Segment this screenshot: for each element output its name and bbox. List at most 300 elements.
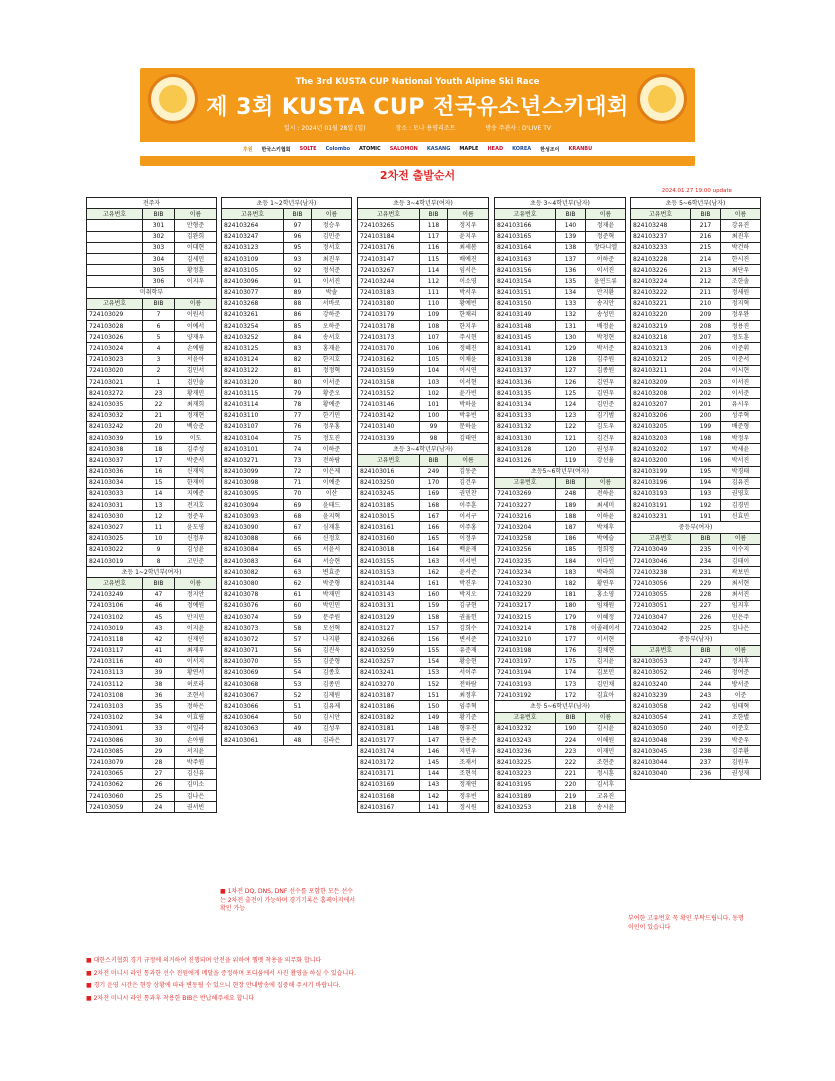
cell-id: 724103244 <box>358 276 420 287</box>
cell-id: 824103082 <box>222 567 284 578</box>
cell-name: 김도우 <box>586 421 626 432</box>
cell-id: 824103153 <box>358 567 420 578</box>
cell-name: 문하윤 <box>448 421 489 432</box>
cell-bib: 122 <box>556 421 586 432</box>
table-row <box>222 511 352 522</box>
cell-id: 824103270 <box>358 679 420 690</box>
cell-bib: 188 <box>556 511 586 522</box>
table-row <box>495 623 626 634</box>
cell-name: 김나은 <box>175 790 217 801</box>
table-row <box>495 567 626 578</box>
table-row <box>631 276 761 287</box>
section-header <box>495 198 626 209</box>
cell-name: 윤도영 <box>175 522 217 533</box>
cell-name: 김민솔 <box>175 377 217 388</box>
cell-name: 정도진 <box>312 432 352 443</box>
cell-bib: 7 <box>143 309 175 320</box>
cell-name: 민은주 <box>721 611 761 622</box>
update-timestamp: 2024.01.27 19:00 update <box>661 188 732 194</box>
table-row <box>495 432 626 443</box>
header-bib: BIB <box>556 209 586 220</box>
cell-bib: 153 <box>420 667 448 678</box>
table-row <box>495 533 626 544</box>
cell-bib: 189 <box>556 500 586 511</box>
cell-bib: 73 <box>284 455 312 466</box>
cell-id: 824103072 <box>222 634 284 645</box>
table-row <box>495 522 626 533</box>
table-row <box>222 611 352 622</box>
cell-bib: 136 <box>556 265 586 276</box>
cell-bib: 74 <box>284 444 312 455</box>
table-row <box>358 522 489 533</box>
cell-name: 이준 <box>721 690 761 701</box>
cell-bib: 301 <box>143 220 175 231</box>
cell-bib: 72 <box>284 466 312 477</box>
cell-bib: 197 <box>691 444 721 455</box>
section-header <box>631 634 761 645</box>
table-header-row <box>631 645 761 656</box>
cell-id: 824103254 <box>222 321 284 332</box>
table-row <box>87 757 217 768</box>
table-header-row <box>222 209 352 220</box>
cell-id: 824103233 <box>631 242 691 253</box>
page-title: 2차전 출발순서 <box>379 169 456 182</box>
table-row <box>358 432 489 443</box>
cell-id: 824103218 <box>631 332 691 343</box>
cell-bib: 186 <box>556 533 586 544</box>
cell-id: 824103071 <box>222 645 284 656</box>
cell-id <box>87 231 143 242</box>
cell-bib: 41 <box>143 645 175 656</box>
cell-name: 서승현 <box>312 556 352 567</box>
cell-name: 김민채 <box>586 679 626 690</box>
cell-bib: 101 <box>420 399 448 410</box>
cell-id: 824103219 <box>631 321 691 332</box>
cell-bib: 82 <box>284 354 312 365</box>
cell-bib: 156 <box>420 634 448 645</box>
table-row <box>358 220 489 231</box>
cell-id: 824103093 <box>222 511 284 522</box>
table-row <box>358 343 489 354</box>
cell-id <box>87 242 143 253</box>
cell-id: 824103182 <box>358 712 420 723</box>
cell-id: 824103125 <box>222 343 284 354</box>
cell-id: 824103061 <box>222 735 284 746</box>
table-row <box>631 500 761 511</box>
cell-bib: 14 <box>143 488 175 499</box>
table-row <box>222 522 352 533</box>
cell-name: 최서현 <box>721 578 761 589</box>
cell-name: 황예준 <box>312 399 352 410</box>
table-row <box>495 746 626 757</box>
cell-bib: 207 <box>691 332 721 343</box>
cell-bib: 52 <box>284 690 312 701</box>
cell-bib: 143 <box>420 779 448 790</box>
header-name: 이름 <box>175 298 217 309</box>
cell-bib: 305 <box>143 265 175 276</box>
cell-id: 824103141 <box>495 343 556 354</box>
cell-bib: 162 <box>420 567 448 578</box>
cell-name: 변효준 <box>312 567 352 578</box>
table-row <box>358 298 489 309</box>
cell-id: 724103139 <box>358 432 420 443</box>
section-header <box>87 287 217 298</box>
cell-name: 한지호 <box>312 354 352 365</box>
cell-bib: 224 <box>556 735 586 746</box>
cell-id: 824103144 <box>358 578 420 589</box>
cell-bib: 56 <box>284 645 312 656</box>
cell-id: 724103091 <box>87 723 143 734</box>
cell-name: 김민서 <box>175 365 217 376</box>
cell-bib: 204 <box>691 365 721 376</box>
cell-id: 724103269 <box>495 488 556 499</box>
cell-name: 권율헌 <box>448 611 489 622</box>
cell-bib: 5 <box>143 332 175 343</box>
table-row <box>87 432 217 443</box>
table-row <box>222 466 352 477</box>
cell-id: 724103106 <box>87 600 143 611</box>
table-row <box>631 768 761 779</box>
cell-id: 824103271 <box>222 455 284 466</box>
table-row <box>222 667 352 678</box>
cell-bib: 59 <box>284 611 312 622</box>
table-row <box>87 746 217 757</box>
table-row <box>358 477 489 488</box>
cell-id: 824103034 <box>87 477 143 488</box>
cell-id: 824103167 <box>358 802 420 813</box>
cell-id: 824103185 <box>358 500 420 511</box>
cell-bib: 130 <box>556 332 586 343</box>
cell-id: 824103200 <box>631 455 691 466</box>
cell-id: 824103066 <box>222 701 284 712</box>
section-title: 초등5~6학년부(여자) <box>495 466 626 477</box>
table-row <box>358 377 489 388</box>
section-header <box>631 198 761 209</box>
cell-bib: 198 <box>691 432 721 443</box>
cell-name: 이시현 <box>721 365 761 376</box>
cell-name: 박정우 <box>721 432 761 443</box>
cell-id: 824103122 <box>222 365 284 376</box>
cell-id: 824103039 <box>87 432 143 443</box>
table-row <box>358 410 489 421</box>
table-row <box>358 287 489 298</box>
cell-id: 824103099 <box>222 466 284 477</box>
cell-id: 724103210 <box>495 634 556 645</box>
section-header <box>358 444 489 455</box>
table-row <box>495 298 626 309</box>
cell-bib: 119 <box>556 455 586 466</box>
cell-id: 824103016 <box>358 466 420 477</box>
table-row <box>495 421 626 432</box>
cell-id: 824103248 <box>631 220 691 231</box>
cell-name: 한채리 <box>448 309 489 320</box>
cell-name: 정우완 <box>721 309 761 320</box>
cell-bib: 35 <box>143 701 175 712</box>
cell-id: 724103235 <box>495 556 556 567</box>
cell-bib: 112 <box>420 276 448 287</box>
table-row <box>87 589 217 600</box>
cell-id: 724103170 <box>358 343 420 354</box>
header-bib: BIB <box>420 209 448 220</box>
cell-bib: 166 <box>420 522 448 533</box>
cell-bib: 185 <box>556 544 586 555</box>
cell-id: 824103186 <box>358 701 420 712</box>
cell-bib: 62 <box>284 578 312 589</box>
table-row <box>358 309 489 320</box>
cell-name: 김미소 <box>175 779 217 790</box>
cell-bib: 79 <box>284 388 312 399</box>
cell-bib: 64 <box>284 556 312 567</box>
cell-name: 한시진 <box>721 253 761 264</box>
cell-id: 824103252 <box>222 332 284 343</box>
cell-id: 824103143 <box>358 589 420 600</box>
table-row <box>495 455 626 466</box>
header-bib: BIB <box>143 578 175 589</box>
cell-id: 824103161 <box>358 522 420 533</box>
cell-bib: 231 <box>691 567 721 578</box>
cell-bib: 30 <box>143 735 175 746</box>
table-row <box>631 578 761 589</box>
table-row <box>222 399 352 410</box>
table-row <box>631 511 761 522</box>
cell-id: 824103196 <box>631 477 691 488</box>
cell-bib: 27 <box>143 768 175 779</box>
cell-bib: 40 <box>143 656 175 667</box>
cell-bib: 201 <box>691 399 721 410</box>
cell-id: 824103115 <box>222 388 284 399</box>
cell-name: 문주원 <box>312 611 352 622</box>
table-row <box>87 544 217 555</box>
table-row <box>222 690 352 701</box>
cell-bib: 1 <box>143 377 175 388</box>
cell-bib: 181 <box>556 589 586 600</box>
cell-bib: 176 <box>556 645 586 656</box>
footnote-item: ■ 2차전 미니시 라인 통과후 착용한 BIB은 반납해주세요 합니다 <box>86 993 356 1006</box>
cell-id: 824103133 <box>495 410 556 421</box>
cell-id: 824103048 <box>631 735 691 746</box>
header-bib: BIB <box>143 209 175 220</box>
cell-name: 조현준 <box>586 757 626 768</box>
cell-name: 김주환 <box>721 746 761 757</box>
cell-id: 824103015 <box>358 511 420 522</box>
cell-name: 김희수 <box>448 623 489 634</box>
table-row <box>222 432 352 443</box>
start-list-column <box>630 197 760 780</box>
cell-name: 서윤아 <box>175 354 217 365</box>
cell-name: 김제원 <box>312 690 352 701</box>
cell-bib: 75 <box>284 432 312 443</box>
cell-name: 김준형 <box>312 656 352 667</box>
table-row <box>87 611 217 622</box>
cell-name: 오하준 <box>312 321 352 332</box>
cell-bib: 152 <box>420 679 448 690</box>
event-info <box>140 123 695 132</box>
cell-id: 824103063 <box>222 723 284 734</box>
table-row <box>631 679 761 690</box>
table-row <box>222 444 352 455</box>
cell-id: 724103046 <box>631 556 691 567</box>
cell-bib: 173 <box>556 679 586 690</box>
table-row <box>358 399 489 410</box>
cell-id: 724103042 <box>631 623 691 634</box>
cell-bib: 48 <box>284 735 312 746</box>
cell-name: 정예원 <box>175 600 217 611</box>
cell-bib: 111 <box>420 287 448 298</box>
cell-bib: 24 <box>143 802 175 813</box>
cell-name: 권민찬 <box>448 488 489 499</box>
cell-id: 824103018 <box>358 544 420 555</box>
table-row <box>495 679 626 690</box>
cell-name: 정준우 <box>175 511 217 522</box>
cell-bib: 33 <box>143 723 175 734</box>
header-id: 고유번호 <box>87 578 143 589</box>
cell-id: 724103162 <box>358 354 420 365</box>
cell-id: 824103187 <box>358 690 420 701</box>
cell-name: 김유제 <box>312 701 352 712</box>
cell-bib: 131 <box>556 321 586 332</box>
cell-name: 정우빈 <box>448 790 489 801</box>
table-row <box>87 623 217 634</box>
cell-name: 정하은 <box>175 701 217 712</box>
cell-name: 황준오 <box>312 388 352 399</box>
cell-name: 최정후 <box>448 690 489 701</box>
cell-name: 곽보민 <box>721 567 761 578</box>
sponsor-logo: HEAD <box>487 146 504 152</box>
cell-bib: 26 <box>143 779 175 790</box>
table-row <box>87 488 217 499</box>
cell-bib: 127 <box>556 365 586 376</box>
header-id: 고유번호 <box>358 455 420 466</box>
cell-id: 724103249 <box>87 589 143 600</box>
cell-bib: 104 <box>420 365 448 376</box>
table-row <box>222 488 352 499</box>
cell-id: 824103131 <box>358 600 420 611</box>
cell-id: 724103197 <box>495 656 556 667</box>
cell-bib: 223 <box>556 746 586 757</box>
cell-bib: 120 <box>556 444 586 455</box>
cell-bib: 110 <box>420 298 448 309</box>
cell-name: 전하람 <box>312 455 352 466</box>
cell-bib: 205 <box>691 354 721 365</box>
table-row <box>222 578 352 589</box>
cell-bib: 25 <box>143 790 175 801</box>
table-row <box>358 365 489 376</box>
table-row <box>87 500 217 511</box>
cell-id: 824103247 <box>222 231 284 242</box>
table-row <box>87 388 217 399</box>
cell-name: 권성재 <box>721 768 761 779</box>
cell-id: 824103022 <box>87 544 143 555</box>
cell-name: 신재인 <box>175 634 217 645</box>
header-name: 이름 <box>175 578 217 589</box>
table-row <box>495 556 626 567</box>
table-row <box>631 365 761 376</box>
table-row <box>87 399 217 410</box>
cell-id: 824103148 <box>495 321 556 332</box>
cell-bib: 51 <box>284 701 312 712</box>
cell-bib: 239 <box>691 735 721 746</box>
table-row <box>358 231 489 242</box>
cell-bib: 65 <box>284 544 312 555</box>
table-row <box>222 701 352 712</box>
cell-id: 824103138 <box>495 354 556 365</box>
cell-id: 824103083 <box>222 556 284 567</box>
table-row <box>631 421 761 432</box>
cell-bib: 42 <box>143 634 175 645</box>
cell-id <box>87 265 143 276</box>
table-row <box>358 253 489 264</box>
table-row <box>222 723 352 734</box>
cell-id: 824103064 <box>222 712 284 723</box>
table-row <box>358 421 489 432</box>
cell-name: 이서현 <box>586 634 626 645</box>
table-row <box>358 544 489 555</box>
cell-id: 824103025 <box>87 533 143 544</box>
cell-name: 이수지 <box>721 544 761 555</box>
cell-id: 724103056 <box>631 578 691 589</box>
table-row <box>87 321 217 332</box>
cell-id: 724103116 <box>87 656 143 667</box>
table-row <box>358 276 489 287</box>
cell-name: 조재서 <box>448 757 489 768</box>
cell-id: 824103169 <box>358 779 420 790</box>
cell-bib: 229 <box>691 578 721 589</box>
cell-bib: 23 <box>143 388 175 399</box>
cell-bib: 17 <box>143 455 175 466</box>
cell-name: 주시현 <box>448 332 489 343</box>
table-row <box>495 690 626 701</box>
table-row <box>358 667 489 678</box>
cell-name: 송성민 <box>586 309 626 320</box>
cell-name: 정서호 <box>312 242 352 253</box>
table-row <box>631 589 761 600</box>
table-header-row <box>495 477 626 488</box>
cell-id: 824103128 <box>495 444 556 455</box>
table-row <box>495 321 626 332</box>
table-row <box>222 544 352 555</box>
cell-bib: 159 <box>420 600 448 611</box>
header-bib: BIB <box>691 209 721 220</box>
cell-id: 824103266 <box>358 634 420 645</box>
cell-name: 이하준 <box>312 444 352 455</box>
cell-name: 배예진 <box>448 253 489 264</box>
table-row <box>222 332 352 343</box>
table-row <box>358 656 489 667</box>
cell-name: 황연우 <box>586 578 626 589</box>
cell-name: 안지환 <box>586 287 626 298</box>
cell-bib: 306 <box>143 276 175 287</box>
cell-name: 강선율 <box>586 455 626 466</box>
cell-name: 양재우 <box>175 332 217 343</box>
cell-id: 824103054 <box>631 712 691 723</box>
cell-bib: 34 <box>143 712 175 723</box>
cell-id: 724103180 <box>358 298 420 309</box>
cell-bib: 103 <box>420 377 448 388</box>
cell-bib: 179 <box>556 611 586 622</box>
cell-name: 최재우 <box>175 645 217 656</box>
cell-bib: 150 <box>420 701 448 712</box>
cell-bib: 234 <box>691 556 721 567</box>
sponsor-logo: SALOMON <box>389 146 418 152</box>
table-row <box>495 220 626 231</box>
cell-id: 824103132 <box>495 421 556 432</box>
cell-id: 824103220 <box>631 309 691 320</box>
header-id: 고유번호 <box>495 477 556 488</box>
section-header <box>222 198 352 209</box>
cell-id: 824103160 <box>358 533 420 544</box>
cell-bib: 167 <box>420 511 448 522</box>
section-title: 전주자 <box>87 198 217 209</box>
